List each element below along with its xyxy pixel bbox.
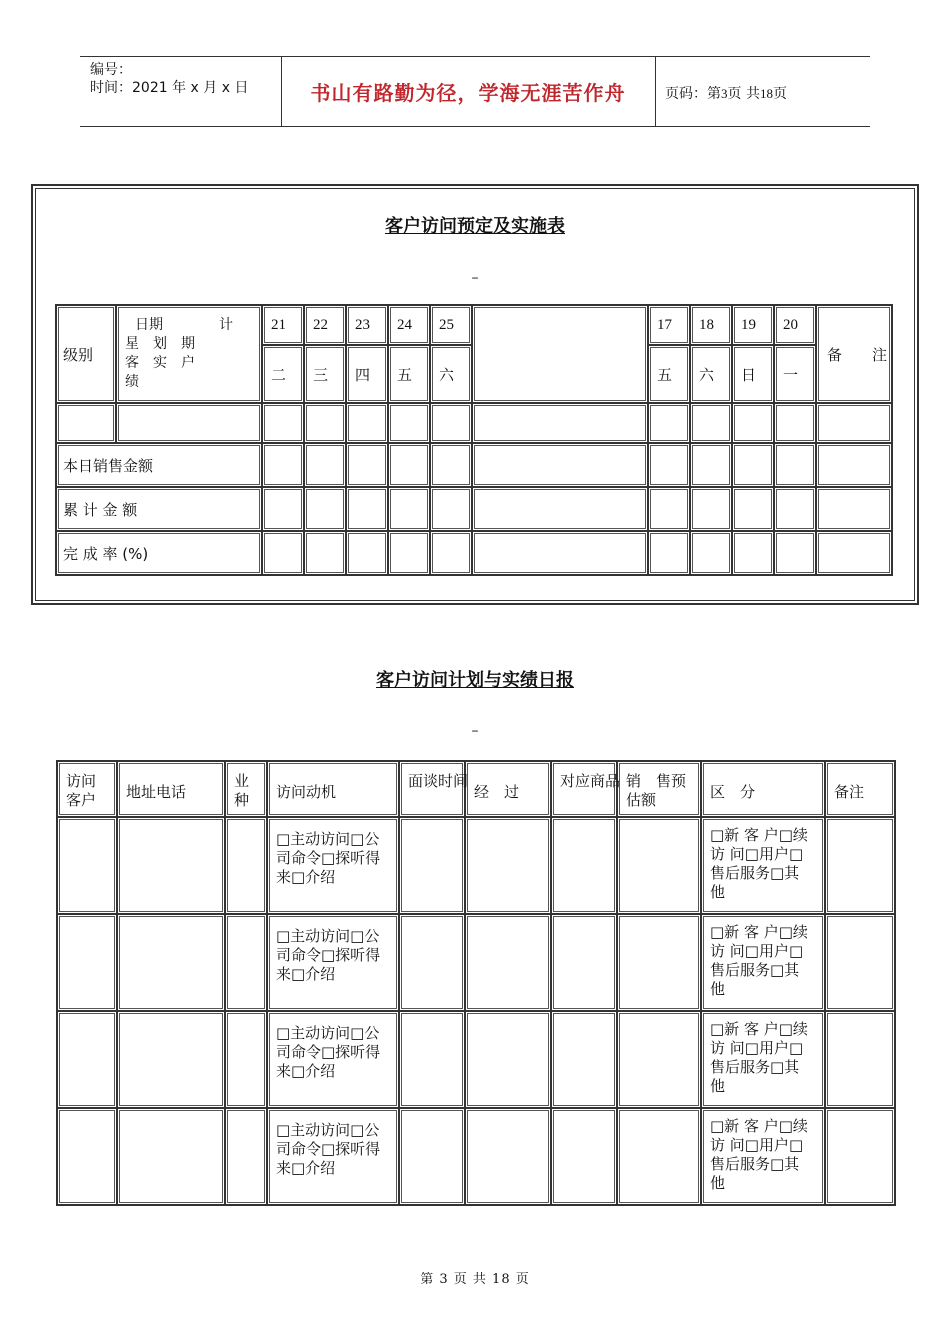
- estimate-header: 销 售预估额: [617, 761, 701, 817]
- date-cell: 17: [648, 305, 690, 345]
- day-cell: 四: [346, 345, 388, 403]
- date-cell: 23: [346, 305, 388, 345]
- date-cell: 18: [690, 305, 732, 345]
- category-header: 区 分: [701, 761, 825, 817]
- time-header: 面谈时间: [399, 761, 465, 817]
- date-cell: 22: [304, 305, 346, 345]
- process-header: 经 过: [465, 761, 551, 817]
- motive-options: □主动访问□公司命令□探听得来□介绍: [267, 1011, 399, 1108]
- day-cell: 五: [388, 345, 430, 403]
- schedule-dash: –: [471, 270, 479, 286]
- report-header-row: [57, 761, 895, 817]
- table-row: [56, 487, 892, 531]
- day-cell: 五: [648, 345, 690, 403]
- completion-rate-label: 完 成 率 (%): [56, 531, 262, 575]
- number-label: 编号：: [90, 62, 132, 78]
- header-meta: [90, 61, 248, 97]
- cumulative-label: 累 计 金 额: [56, 487, 262, 531]
- schedule-title: 客户访问预定及实施表: [385, 216, 565, 237]
- gap-cell: [472, 305, 648, 403]
- remark-header: 备注: [825, 761, 895, 817]
- motive-options: □主动访问□公司命令□探听得来□介绍: [267, 817, 399, 914]
- date-cell: 24: [388, 305, 430, 345]
- motive-options: □主动访问□公司命令□探听得来□介绍: [267, 914, 399, 1011]
- category-options: □新 客 户□续 访 问□用户□售后服务□其 他: [701, 1108, 825, 1205]
- level-header: 级别: [56, 305, 116, 403]
- date-cell: 21: [262, 305, 304, 345]
- daily-report-dash: –: [471, 723, 479, 739]
- page-indicator: 页码：第3页 共18页: [665, 86, 787, 102]
- visit-schedule-table: [55, 304, 893, 576]
- day-cell: 日: [732, 345, 774, 403]
- table-row: [57, 817, 895, 914]
- remark-header: 备 注: [816, 305, 892, 403]
- motto-text: 书山有路勤为径，学海无涯苦作舟: [310, 81, 626, 105]
- date-cell: 20: [774, 305, 816, 345]
- day-cell: 六: [690, 345, 732, 403]
- table-row: [56, 403, 892, 443]
- category-options: □新 客 户□续 访 问□用户□售后服务□其 他: [701, 817, 825, 914]
- product-header: 对应商品: [551, 761, 617, 817]
- date-cell: 19: [732, 305, 774, 345]
- table-row: [56, 443, 892, 487]
- page-footer: 第 3 页 共 18 页: [420, 1272, 530, 1287]
- category-options: □新 客 户□续 访 问□用户□售后服务□其 他: [701, 914, 825, 1011]
- table-row: [57, 1108, 895, 1205]
- time-label: 时间：2021 年 x 月 x 日: [90, 80, 249, 96]
- motive-options: □主动访问□公司命令□探听得来□介绍: [267, 1108, 399, 1205]
- day-cell: 二: [262, 345, 304, 403]
- daily-sales-label: 本日销售金额: [56, 443, 262, 487]
- address-header: 地址电话: [117, 761, 225, 817]
- page-header: [80, 56, 870, 127]
- category-options: □新 客 户□续 访 问□用户□售后服务□其 他: [701, 1011, 825, 1108]
- table-row: [56, 531, 892, 575]
- corner-header: 日期 计 星 划 期 客 实 户 绩: [116, 305, 262, 403]
- motive-header: 访问动机: [267, 761, 399, 817]
- industry-header: 业种: [225, 761, 267, 817]
- day-cell: 三: [304, 345, 346, 403]
- table-row: [57, 1011, 895, 1108]
- table-row: [57, 914, 895, 1011]
- daily-report-title: 客户访问计划与实绩日报: [376, 670, 574, 691]
- customer-header: 访问客户: [57, 761, 117, 817]
- date-cell: 25: [430, 305, 472, 345]
- daily-report-table: [56, 760, 896, 1206]
- day-cell: 六: [430, 345, 472, 403]
- day-cell: 一: [774, 345, 816, 403]
